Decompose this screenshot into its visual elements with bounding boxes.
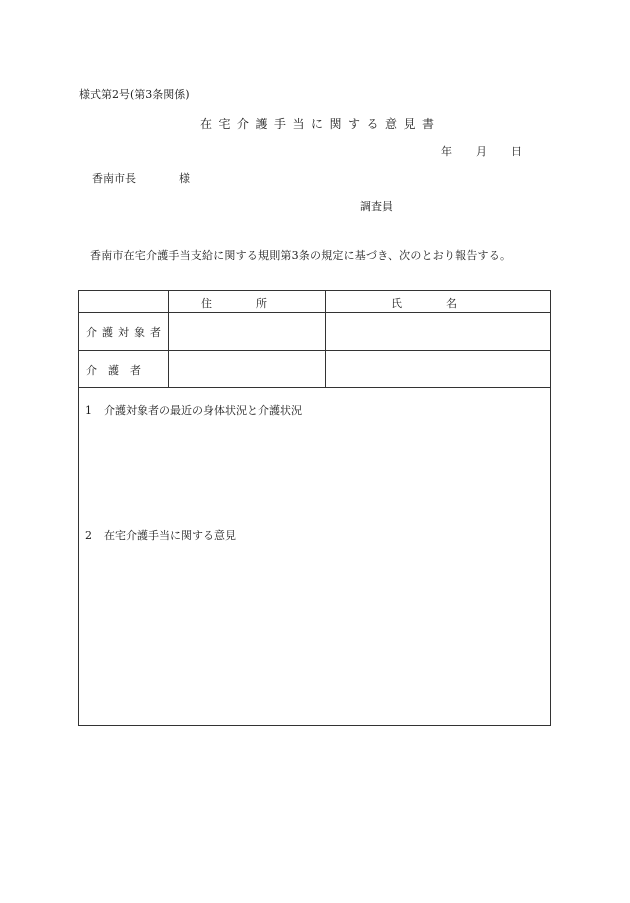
document-title: 在宅介護手当に関する意見書 — [200, 117, 441, 131]
table-rule — [79, 350, 550, 351]
date-year-label: 年 — [441, 145, 452, 158]
date-day-label: 日 — [511, 145, 522, 158]
table-rule — [168, 291, 169, 387]
section-1-number: 1 — [85, 404, 92, 417]
address-column-header: 住 所 — [201, 297, 267, 310]
section-2-heading — [85, 527, 236, 543]
section-2-title: 在宅介護手当に関する意見 — [104, 529, 236, 542]
form-number: 様式第2号(第3条関係) — [79, 88, 190, 101]
section-1-title: 介護対象者の最近の身体状況と介護状況 — [104, 404, 302, 417]
date-month-label: 月 — [476, 145, 487, 158]
date-line — [441, 143, 522, 159]
care-recipient-label: 介護対象者 — [86, 326, 166, 339]
table-rule — [325, 291, 326, 387]
addressee-name: 香南市長 — [92, 172, 136, 185]
table-rule — [79, 312, 550, 313]
section-2-number: 2 — [85, 529, 92, 542]
name-column-header: 氏 名 — [391, 297, 457, 310]
investigator-label: 調査員 — [360, 200, 393, 213]
honorific: 様 — [179, 172, 190, 185]
report-sentence: 香南市在宅介護手当支給に関する規則第3条の規定に基づき、次のとおり報告する。 — [90, 249, 512, 262]
section-1-heading — [85, 402, 302, 418]
report-table — [78, 290, 551, 726]
table-rule — [79, 387, 550, 388]
addressee-line — [92, 170, 190, 186]
caregiver-label: 介 護 者 — [86, 364, 141, 377]
